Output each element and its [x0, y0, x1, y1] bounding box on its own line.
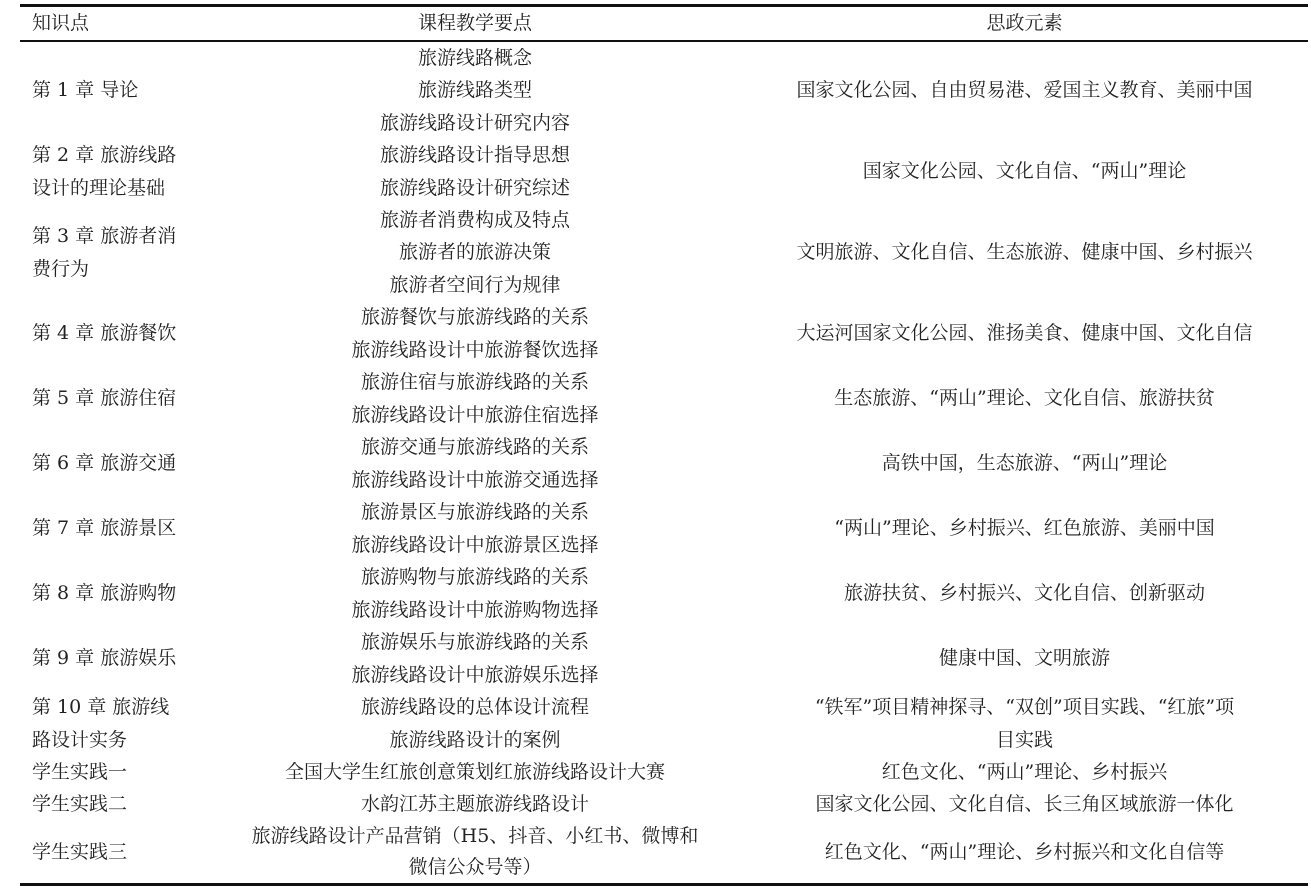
- chapter-text: 费行为: [32, 257, 90, 280]
- teaching-points-cell: [210, 756, 740, 788]
- chapter-text: 第 8 章 旅游购物: [32, 582, 177, 605]
- teaching-point: 旅游餐饮与旅游线路的关系: [360, 306, 589, 328]
- teaching-point: 旅游线路设计产品营销（H5、抖音、小红书、微博和: [251, 825, 699, 847]
- ideological-elements-cell: [742, 431, 1307, 496]
- teaching-point: 旅游线路概念: [417, 46, 532, 69]
- teaching-point: 旅游线路设计指导思想: [379, 144, 570, 166]
- chapter-cell: [32, 366, 207, 431]
- teaching-point: 旅游景区与旅游线路的关系: [360, 501, 589, 523]
- teaching-point: 旅游线路设计中旅游购物选择: [351, 598, 599, 621]
- chapter-text: 第 10 章 旅游线: [32, 696, 170, 718]
- chapter-cell: [32, 756, 207, 788]
- teaching-point: 旅游交通与旅游线路的关系: [360, 436, 589, 458]
- chapter-text: 第 5 章 旅游住宿: [32, 387, 177, 410]
- table-row: [0, 496, 1311, 561]
- chapter-cell: [32, 821, 207, 883]
- teaching-points-cell: [210, 626, 740, 691]
- chapter-text: 路设计实务: [32, 728, 128, 751]
- ideological-elements-cell: [742, 139, 1307, 204]
- teaching-points-cell: [210, 496, 740, 561]
- ideological-element-text: 红色文化、“两山”理论、乡村振兴: [881, 760, 1168, 783]
- teaching-point: 旅游线路设计中旅游住宿选择: [351, 403, 599, 426]
- teaching-points-cell: [210, 301, 740, 366]
- ideological-element-text: 目实践: [995, 728, 1053, 751]
- chapter-text: 学生实践一: [32, 760, 128, 783]
- chapter-cell: [32, 788, 207, 821]
- table-row: [0, 626, 1311, 691]
- teaching-point: 旅游娱乐与旅游线路的关系: [360, 631, 589, 653]
- table-row: [0, 204, 1311, 301]
- teaching-points-cell: [210, 42, 740, 139]
- teaching-points-cell: [210, 691, 740, 756]
- teaching-point: 旅游线路设计中旅游交通选择: [351, 468, 599, 491]
- ideological-element-text: 红色文化、“两山”理论、乡村振兴和文化自信等: [824, 840, 1225, 863]
- chapter-text: 设计的理论基础: [32, 176, 166, 199]
- teaching-points-cell: [210, 139, 740, 204]
- chapter-text: 第 6 章 旅游交通: [32, 452, 177, 475]
- table-row: [0, 366, 1311, 431]
- ideological-elements-cell: [742, 366, 1307, 431]
- teaching-points-cell: [210, 366, 740, 431]
- teaching-point: 旅游线路设计中旅游娱乐选择: [351, 663, 599, 686]
- ideological-elements-cell: [742, 821, 1307, 883]
- teaching-point: 旅游线路设计的案例: [389, 728, 561, 751]
- teaching-points-cell: [210, 431, 740, 496]
- chapter-cell: [32, 301, 207, 366]
- teaching-point: 全国大学生红旅创意策划红旅游线路设计大赛: [284, 760, 665, 783]
- table-row: [0, 42, 1311, 139]
- chapter-text: 第 3 章 旅游者消: [32, 225, 177, 247]
- teaching-point: 旅游线路设的总体设计流程: [360, 696, 589, 718]
- ideological-elements-cell: [742, 561, 1307, 626]
- teaching-point: 水韵江苏主题旅游线路设计: [360, 793, 589, 816]
- ideological-element-text: “铁军”项目精神探寻、“双创”项目实践、“红旅”项: [814, 696, 1235, 718]
- table-row: [0, 139, 1311, 204]
- ideological-elements-cell: [742, 788, 1307, 821]
- teaching-point: 旅游线路设计研究内容: [379, 111, 570, 134]
- table-row: [0, 431, 1311, 496]
- ideological-elements-cell: [742, 691, 1307, 756]
- chapter-cell: [32, 496, 207, 561]
- table-row: [0, 561, 1311, 626]
- teaching-point: 旅游者空间行为规律: [389, 273, 561, 296]
- ideological-elements-cell: [742, 204, 1307, 301]
- chapter-text: 第 1 章 导论: [32, 79, 139, 102]
- table-row: [0, 821, 1311, 883]
- teaching-point: 微信公众号等）: [408, 856, 542, 878]
- teaching-point: 旅游者消费构成及特点: [379, 208, 570, 231]
- chapter-cell: [32, 431, 207, 496]
- teaching-points-cell: [210, 788, 740, 821]
- chapter-text: 第 4 章 旅游餐饮: [32, 322, 177, 345]
- ideological-element-text: 生态旅游、“两山”理论、文化自信、旅游扶贫: [834, 387, 1215, 410]
- ideological-element-text: 国家文化公园、自由贸易港、爱国主义教育、美丽中国: [796, 79, 1253, 102]
- chapter-cell: [32, 204, 207, 301]
- teaching-points-cell: [210, 204, 740, 301]
- teaching-point: 旅游购物与旅游线路的关系: [360, 566, 589, 588]
- teaching-points-cell: [210, 821, 740, 883]
- header-teaching-points: 课程教学要点: [417, 12, 532, 34]
- chapter-text: 第 9 章 旅游娱乐: [32, 647, 177, 670]
- teaching-points-cell: [210, 561, 740, 626]
- ideological-element-text: “两山”理论、乡村振兴、红色旅游、美丽中国: [834, 517, 1215, 540]
- chapter-cell: [32, 139, 207, 204]
- ideological-element-text: 国家文化公园、文化自信、长三角区域旅游一体化: [815, 793, 1234, 816]
- ideological-elements-cell: [742, 496, 1307, 561]
- teaching-point: 旅游线路设计中旅游餐饮选择: [351, 338, 599, 361]
- teaching-point: 旅游线路类型: [417, 79, 532, 102]
- ideological-elements-cell: [742, 626, 1307, 691]
- header-knowledge-point: 知识点: [32, 12, 90, 34]
- chapter-cell: [32, 626, 207, 691]
- ideological-element-text: 文明旅游、文化自信、生态旅游、健康中国、乡村振兴: [796, 241, 1253, 264]
- ideological-element-text: 大运河国家文化公园、淮扬美食、健康中国、文化自信: [796, 322, 1253, 345]
- teaching-point: 旅游者的旅游决策: [398, 241, 551, 264]
- ideological-element-text: 高铁中国，生态旅游、“两山”理论: [881, 452, 1168, 475]
- chapter-text: 学生实践三: [32, 840, 128, 863]
- ideological-elements-cell: [742, 42, 1307, 139]
- teaching-point: 旅游线路设计中旅游景区选择: [351, 533, 599, 556]
- ideological-elements-cell: [742, 756, 1307, 788]
- teaching-point: 旅游住宿与旅游线路的关系: [360, 371, 589, 393]
- header-ideological-elements: 思政元素: [986, 12, 1063, 34]
- table-row: [0, 691, 1311, 756]
- teaching-point: 旅游线路设计研究综述: [379, 176, 570, 199]
- chapter-cell: [32, 561, 207, 626]
- ideological-elements-cell: [742, 301, 1307, 366]
- ideological-element-text: 旅游扶贫、乡村振兴、文化自信、创新驱动: [843, 582, 1205, 605]
- table-row: [0, 301, 1311, 366]
- table-header: [0, 7, 1311, 40]
- chapter-text: 第 7 章 旅游景区: [32, 517, 177, 540]
- chapter-text: 学生实践二: [32, 793, 128, 816]
- ideological-element-text: 国家文化公园、文化自信、“两山”理论: [862, 160, 1187, 183]
- chapter-cell: [32, 42, 207, 139]
- ideological-element-text: 健康中国、文明旅游: [938, 647, 1110, 670]
- table-bottom-rule: [20, 883, 1308, 886]
- table-row: [0, 788, 1311, 821]
- chapter-text: 第 2 章 旅游线路: [32, 144, 177, 166]
- table-row: [0, 756, 1311, 788]
- chapter-cell: [32, 691, 207, 756]
